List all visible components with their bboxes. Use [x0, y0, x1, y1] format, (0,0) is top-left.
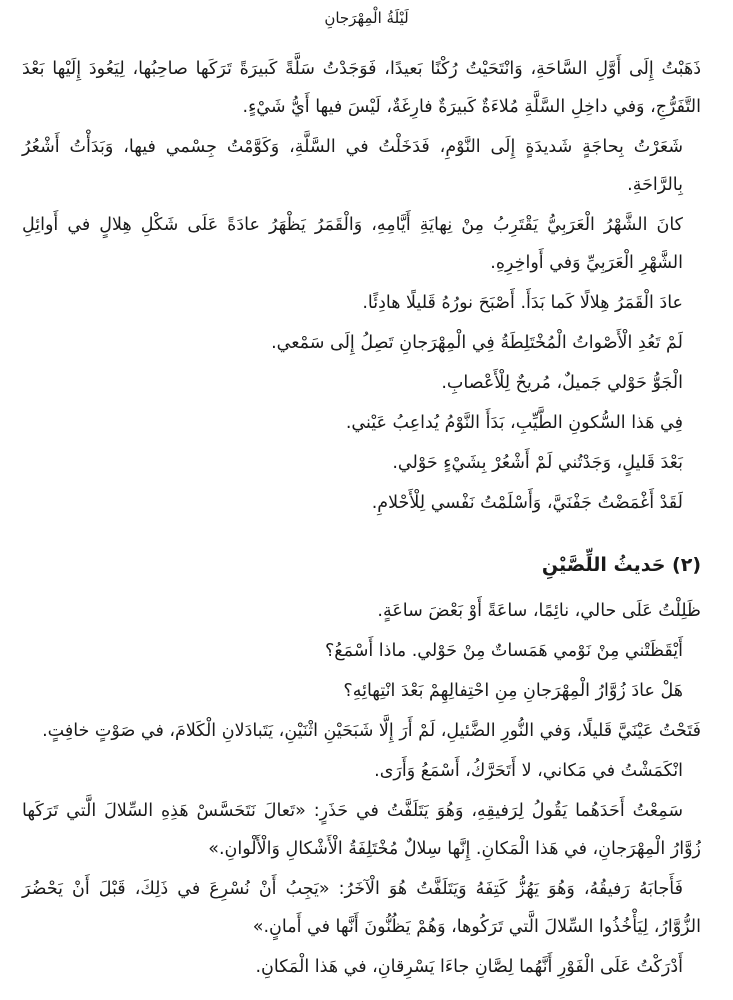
paragraph: هَلْ عادَ زُوَّارُ الْمِهْرَجانِ مِنِ احْتِفالِهِمْ بَعْدَ انْتِهائِهِ؟ [343, 681, 683, 701]
paragraph: بَعْدَ قَليلٍ، وَجَدْتُني لَمْ أَشْعُرْ بِشَيْءٍ حَوْلي. [392, 453, 683, 473]
paragraph: أَدْرَكْتُ عَلَى الْفَوْرِ أَنَّهُما لِصَّانِ جاءَا يَسْرِقانِ، في هَذا الْمَكانِ. [255, 957, 683, 977]
paragraph: عادَ الْقَمَرُ هِلالًا كَما بَدَأَ. أَصْبَحَ نورُهُ قَليلًا هادِئًا. [362, 293, 683, 313]
paragraph: فَأَجابَهُ رَفيقُهُ، وَهُوَ يَهُزُّ كَتِفَهُ وَيَتَلَفَّتُ هُوَ الْآخَرُ: «يَجِبُ أَنْ نُسْرِعَ في ذَلِكَ، قَبْلَ أَنْ يَحْضُرَ الزُّوَّارُ، لِيَأْخُذُوا السِّلالَ الَّتي تَرَكُوها، وَهُمْ يَظُنُّونَ أَنَّها في أَمانٍ.» [22, 879, 701, 937]
page-header: لَيْلَةُ الْمِهْرَجانِ [324, 9, 409, 27]
paragraph: فَتَحْتُ عَيْنَيَّ قَليلًا، وَفي النُّورِ الضَّئيلِ، لَمْ أَرَ إِلَّا شَبَحَيْنِ اثْنَيْنِ، يَتَبادَلانِ الْكَلامَ، في صَوْتٍ خافِتٍ. [42, 721, 701, 741]
paragraph: شَعَرْتُ بِحاجَةٍ شَديدَةٍ إِلَى النَّوْمِ، فَدَخَلْتُ في السَّلَّةِ، وَكَوَّمْتُ جِسْمي فيها، وَبَدَأْتُ أَشْعُرُ بِالرَّاحَةِ. [22, 137, 683, 195]
paragraph: كانَ الشَّهْرُ الْعَرَبِيُّ يَقْتَرِبُ مِنْ نِهايَةِ أَيَّامِهِ، وَالْقَمَرُ يَظْهَرُ عادَةً عَلَى شَكْلِ هِلالٍ في أَوائِلِ الشَّهْرِ الْعَرَبِيِّ وَفي أَواخِرِهِ. [22, 215, 683, 273]
paragraph: سَمِعْتُ أَحَدَهُما يَقُولُ لِرَفيقِهِ، وَهُوَ يَتَلَفَّتُ في حَذَرٍ: «تَعالَ نَتَحَسَّسْ هَذِهِ السِّلالَ الَّتي تَرَكَها زُوَّارُ الْمِهْرَجانِ، في هَذا الْمَكانِ. إِنَّها سِلالٌ مُخْتَلِفَةُ الْأَشْكالِ وَالْأَلْوانِ.» [22, 801, 701, 859]
paragraph: لَمْ تَعُدِ الْأَصْواتُ الْمُخْتَلِطَةُ فِي الْمِهْرَجانِ تَصِلُ إِلَى سَمْعي. [271, 333, 683, 353]
paragraph: انْكَمَشْتُ في مَكاني، لا أَتَحَرَّكُ، أَسْمَعُ وَأَرَى. [374, 761, 683, 781]
paragraph: ذَهَبْتُ إِلَى أَوَّلِ السَّاحَةِ، وَانْتَحَيْتُ رُكْنًا بَعيدًا، فَوَجَدْتُ سَلَّةً كَبيرَةً تَرَكَها صاحِبُها، لِيَعُودَ إِلَيْها بَعْدَ التَّفَرُّجِ، وَفي داخِلِ السَّلَّةِ مُلاءَةٌ كَبيرَةٌ فارِغَةٌ، لَيْسَ فيها أَيُّ شَيْءٍ. [22, 59, 701, 117]
paragraph: ظَلِلْتُ عَلَى حالي، نائِمًا، ساعَةً أَوْ بَعْضَ ساعَةٍ. [377, 601, 701, 621]
section-heading: (٢) حَديثُ اللِّصَّيْنِ [541, 554, 701, 576]
paragraph: فِي هَذا السُّكونِ الطَّيِّبِ، بَدَأَ النَّوْمُ يُداعِبُ عَيْني. [345, 413, 683, 433]
paragraph: لَقَدْ أَغْمَضْتُ جَفْنَيَّ، وَأَسْلَمْتُ نَفْسي لِلْأَحْلامِ. [371, 493, 683, 513]
paragraph: أَيْقَظَتْني مِنْ نَوْمي هَمَساتٌ مِنْ حَوْلي. ماذا أَسْمَعُ؟ [325, 641, 683, 661]
story-text [22, 50, 701, 988]
paragraph: الْجَوُّ حَوْلي جَميلٌ، مُريحٌ لِلْأَعْصابِ. [441, 373, 683, 393]
